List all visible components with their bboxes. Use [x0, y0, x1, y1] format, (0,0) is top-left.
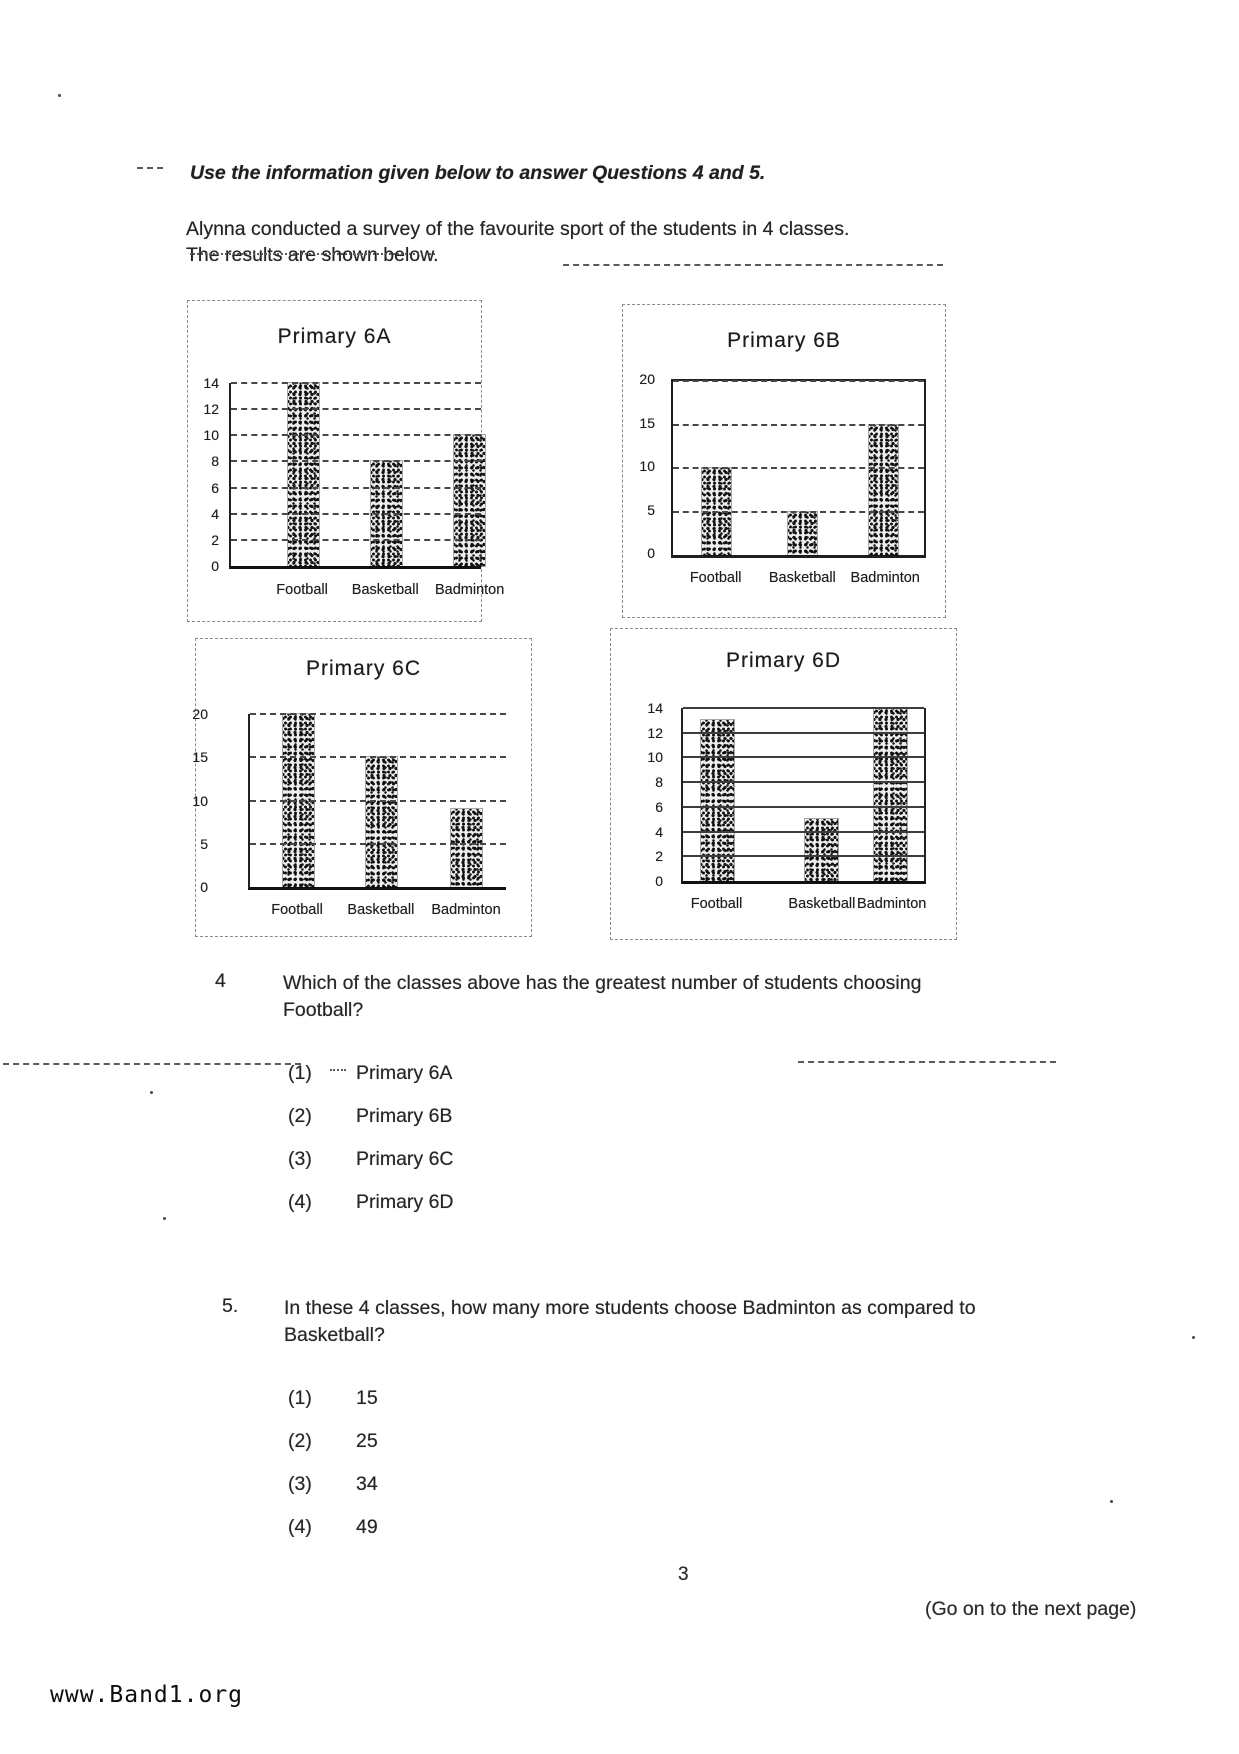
answer-options — [288, 1387, 378, 1559]
option-value: Primary 6C — [356, 1148, 454, 1170]
option-label: (2) — [288, 1430, 312, 1452]
scan-artifact — [1192, 1336, 1195, 1339]
option-value: 34 — [356, 1473, 378, 1495]
option-2 — [288, 1430, 378, 1473]
chart-title: Primary 6B — [727, 329, 841, 352]
x-label-football: Football — [276, 582, 328, 598]
bar-basketball — [366, 757, 397, 887]
gridline — [250, 800, 506, 802]
gridline — [231, 382, 481, 384]
watermark-url: www.Band1.org — [50, 1682, 244, 1708]
y-tick-label: 5 — [647, 501, 655, 518]
question-number: 5. — [222, 1295, 239, 1317]
chart-primary-6a — [187, 300, 505, 622]
gridline — [673, 467, 924, 469]
y-tick-label: 0 — [647, 545, 655, 561]
x-label-football: Football — [690, 896, 743, 912]
y-tick-label: 14 — [647, 700, 663, 716]
y-tick-label: 4 — [211, 505, 219, 522]
x-axis-labels — [671, 570, 926, 590]
y-tick-label: 5 — [200, 835, 208, 852]
y-axis — [192, 706, 248, 895]
y-tick-label: 0 — [200, 879, 208, 895]
y-tick-label: 14 — [203, 375, 219, 391]
option-label: (3) — [288, 1148, 312, 1170]
x-axis-labels — [229, 582, 505, 602]
y-tick-label: 6 — [211, 479, 219, 496]
x-label-basketball: Basketball — [351, 582, 419, 598]
y-tick-label: 20 — [192, 706, 208, 722]
y-axis — [611, 700, 681, 889]
question-text — [283, 970, 1073, 1024]
gridline — [683, 756, 924, 758]
gridline — [231, 408, 481, 410]
option-2 — [288, 1105, 454, 1148]
go-on-next-page-note: (Go on to the next page) — [925, 1598, 1137, 1620]
gridline — [250, 756, 506, 758]
option-1 — [288, 1387, 378, 1430]
scan-artifact — [58, 94, 61, 97]
y-axis — [188, 375, 229, 574]
y-tick-label: 10 — [647, 749, 663, 766]
bar-badminton — [451, 809, 482, 887]
answer-options — [288, 1062, 454, 1234]
option-value: Primary 6D — [356, 1191, 454, 1213]
gridline — [250, 713, 506, 715]
y-tick-label: 15 — [639, 414, 655, 431]
question-text — [284, 1295, 1074, 1349]
y-tick-label: 10 — [639, 458, 655, 474]
y-tick-label: 6 — [655, 798, 663, 815]
gridline — [673, 511, 924, 513]
x-axis-labels — [681, 896, 926, 916]
plot-area — [229, 383, 481, 569]
gridline — [231, 513, 481, 515]
gridline — [683, 781, 924, 783]
y-tick-label: 8 — [655, 774, 663, 791]
gridline — [683, 707, 924, 709]
option-value: 25 — [356, 1430, 378, 1452]
gridline — [250, 843, 506, 845]
x-axis-labels — [248, 902, 506, 922]
chart-primary-6d — [610, 628, 957, 940]
question-text-line-2: Football? — [283, 999, 364, 1021]
gridline — [673, 380, 924, 382]
gridline — [673, 424, 924, 426]
option-value: 15 — [356, 1387, 378, 1409]
y-tick-label: 0 — [211, 558, 219, 574]
x-label-football: Football — [271, 902, 323, 918]
gridline — [231, 487, 481, 489]
y-tick-label: 12 — [203, 401, 219, 418]
scan-artifact — [3, 1063, 301, 1065]
question-text-line-2: Basketball? — [284, 1324, 385, 1346]
option-1 — [288, 1062, 454, 1105]
option-label: (1) — [288, 1387, 312, 1409]
option-label: (4) — [288, 1191, 312, 1213]
option-label: (3) — [288, 1473, 312, 1495]
option-4 — [288, 1191, 454, 1234]
y-tick-label: 20 — [639, 371, 655, 387]
x-label-basketball: Basketball — [788, 896, 856, 912]
plot-area — [248, 714, 506, 890]
x-label-basketball: Basketball — [347, 902, 415, 918]
y-axis — [623, 371, 671, 561]
x-label-football: Football — [689, 570, 742, 586]
question-text-line-1: In these 4 classes, how many more students choose Badminton as compared to — [284, 1297, 976, 1319]
bar-basketball — [805, 819, 838, 881]
intro-line-2: The results are shown below. — [186, 244, 439, 266]
y-tick-label: 12 — [647, 724, 663, 741]
chart-primary-6b — [622, 304, 946, 618]
scan-artifact — [163, 1217, 166, 1220]
option-label: (2) — [288, 1105, 312, 1127]
question-number: 4 — [215, 970, 226, 992]
plot-area — [671, 379, 926, 558]
scan-artifact — [137, 167, 163, 169]
gridline — [231, 539, 481, 541]
option-label: (1) — [288, 1062, 312, 1084]
y-tick-label: 8 — [211, 453, 219, 470]
y-tick-label: 15 — [192, 749, 208, 766]
option-value: Primary 6A — [356, 1062, 453, 1084]
option-3 — [288, 1473, 378, 1516]
x-label-badminton: Badminton — [431, 902, 501, 918]
y-tick-label: 10 — [203, 427, 219, 444]
bar-badminton — [869, 425, 898, 556]
instruction-heading: Use the information given below to answer Questions 4 and 5. — [190, 162, 766, 184]
x-label-badminton: Badminton — [857, 896, 927, 912]
x-label-badminton: Badminton — [850, 570, 920, 586]
option-value: 49 — [356, 1516, 378, 1538]
y-tick-label: 2 — [655, 848, 663, 865]
scan-artifact — [330, 1069, 346, 1071]
gridline — [683, 806, 924, 808]
chart-title: Primary 6A — [277, 325, 392, 348]
gridline — [683, 732, 924, 734]
scan-artifact — [563, 264, 943, 266]
x-label-badminton: Badminton — [434, 582, 505, 598]
gridline — [683, 855, 924, 857]
chart-title: Primary 6C — [305, 657, 421, 680]
scan-artifact — [798, 1061, 1056, 1063]
scan-artifact — [1110, 1500, 1113, 1503]
option-3 — [288, 1148, 454, 1191]
y-tick-label: 4 — [655, 823, 663, 840]
y-tick-label: 0 — [655, 873, 663, 889]
scan-artifact — [190, 253, 435, 255]
chart-primary-6c — [192, 638, 532, 937]
gridline — [231, 460, 481, 462]
plot-area — [681, 708, 926, 884]
question-text-line-1: Which of the classes above has the greatest number of students choosing — [283, 972, 922, 994]
intro-paragraph — [186, 216, 849, 268]
option-4 — [288, 1516, 378, 1559]
y-tick-label: 2 — [211, 531, 219, 548]
page-number: 3 — [678, 1564, 689, 1585]
bar-basketball — [788, 512, 817, 556]
gridline — [231, 434, 481, 436]
y-tick-label: 10 — [192, 792, 208, 809]
option-value: Primary 6B — [356, 1105, 453, 1127]
intro-line-1: Alynna conducted a survey of the favourite sport of the students in 4 classes. — [186, 218, 850, 240]
option-label: (4) — [288, 1516, 312, 1538]
bar-badminton — [454, 435, 485, 566]
x-label-basketball: Basketball — [768, 570, 836, 586]
chart-title: Primary 6D — [725, 649, 841, 672]
scan-artifact — [150, 1091, 153, 1094]
gridline — [683, 831, 924, 833]
